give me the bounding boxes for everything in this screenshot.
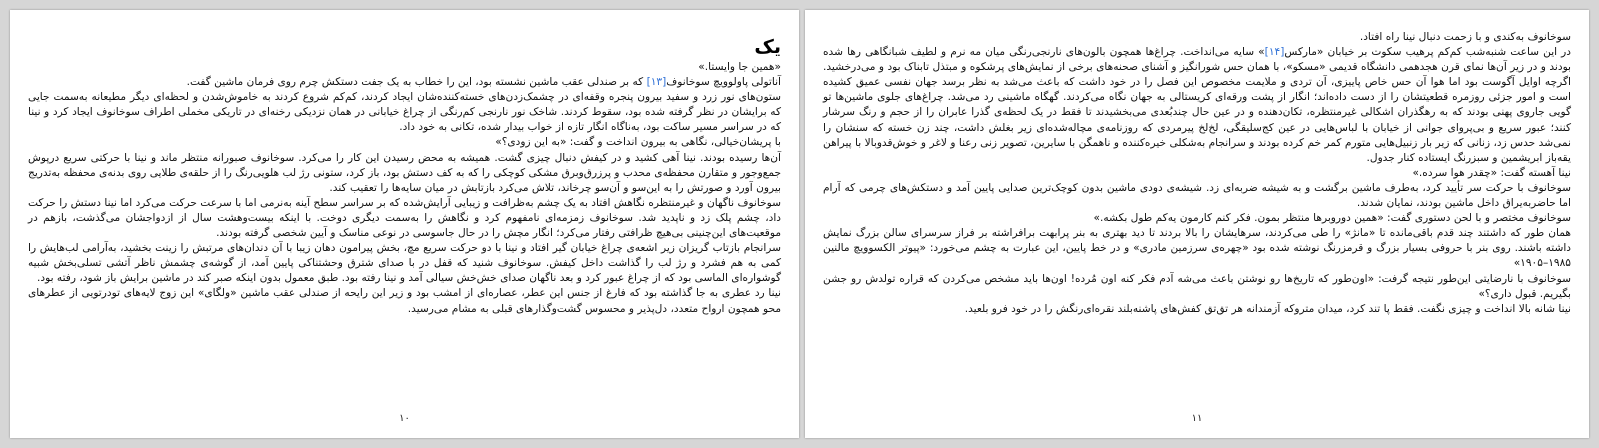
paragraph-text: «همین جا وایستا.» [698,61,781,73]
paragraph [823,272,1571,302]
left-page-body [28,60,781,317]
paragraph [28,241,781,286]
paragraph-text: در این ساعت شنبه‌شب کم‌کم پرهیب سکوت بر خیابان «مارکس [1284,46,1572,59]
paragraph-text: سرانجام بازتاب گریزان زیر اشعه‌ی چراغ خیابان گیر افتاد و نینا با دو حرکت سریع مچ، بخش پیرامون دهان زیبا با آن دندان‌های مرتبش را زینت بخشید، به‌آرامی لب‌هایش را کمی به هم فشرد و رژ لب را گذاشت داخل کیفش. سوخانوف شنید که قفل در با صدای شترق وحشتناکی پایین آمد، از گوشه‌ی چشمش ناظر آتشی تسلی‌بخش شبیه گوشواره‌ای الماسی بود که از چراغ عبور کرد و بعد ناگهان صدای خش‌خش سیالی آمد و نینا رفته بود. طبق معمول بدون اینکه صبر کند در ماشین برایش باز شود، رفته بود. [28,242,781,285]
chapter-title: یک [754,36,781,58]
paragraph-text: آن‌ها رسیده بودند. نینا آهی کشید و در کیفش دنبال چیزی گشت. همیشه به محض رسیدن این کار را می‌کرد. سوخانوف صبورانه منتظر ماند و نینا با حرکتی سریع درپوش جمع‌وجور و متقارن محفظه‌ی محدب و پرزرق‌وبرق مشکی کوچکی را که به کف دستش بود، باز کرد، ستونی رژ لب هلویی‌رنگ را از حلقه‌ی طلایی روی بدنه‌ی محفظه به‌تدریج بیرون آورد و صورتش را به این‌سو و آن‌سو چرخاند، تلاش می‌کرد بازتابش در میان سایه‌ها را تعقیب کند. [28,151,781,194]
page-number: ۱۰ [399,413,410,424]
paragraph [28,196,781,241]
paragraph [823,226,1571,271]
paragraph [28,151,781,196]
paragraph [823,30,1571,45]
right-page [805,10,1589,438]
paragraph [28,60,781,75]
paragraph [823,166,1571,181]
paragraph [823,45,1571,166]
paragraph-text: با پریشان‌خیالی، نگاهی به بیرون انداخت و گفت: «به این زودی؟» [495,136,781,149]
paragraph-text: سوخانوف مختصر و با لحن دستوری گفت: «همین دوروبرها منتظر بمون. فکر کنم کارمون یه‌کم طول بکشه.» [1093,212,1571,225]
paragraph [28,135,781,150]
paragraph-text: سوخانوف به‌کندی و با زحمت دنبال نینا راه افتاد. [1359,31,1571,43]
paragraph-text: همان طور که داشتند چند قدم باقی‌مانده تا «مانژ» را طی می‌کردند، سرهایشان را بالا بردند تا دید بهتری به بنر پرابهت برافراشته بر فراز سرسرای سالن بزرگ نمایش داشته باشند. روی بنر با حروفی بسیار بزرگ و قرمزرنگ نوشته شده بود «چهره‌ی سرزمین مادری» و در خط پایین، این عبارت به چشم می‌خورد: «پیوتر الکسوویچ مالنین ۱۹۸۵–۱۹۰۵» [823,227,1571,270]
paragraph-text: نینا آهسته گفت: «چقدر هوا سرده.» [1412,166,1571,179]
paragraph [823,302,1571,317]
paragraph [823,181,1571,211]
paragraph-text: آناتولی پاولوویچ سوخانوف [666,76,781,89]
paragraph-text: نینا شانه بالا انداخت و چیزی نگفت. فقط پا تند کرد، میدان متروکه آزمندانه هر تق‌تق کفش‌های پاشنه‌بلند نقره‌ای‌رنگش را در خود فرو بلعید. [964,302,1571,315]
paragraph-text: سوخانوف با نارضایتی این‌طور نتیجه گرفت: «اون‌طور که تاریخ‌ها رو نوشتن باعث می‌شه آدم فکر کنه اون مُرده! اون‌ها باید مشخص می‌کردن که قراره تولدش رو جشن بگیریم. قبول داری؟» [823,272,1571,300]
paragraph-text: که بر صندلی عقب ماشین نشسته بود، این را خطاب به یک جفت دستکش چرم روی فرمان ماشین گفت. [186,76,647,89]
page-number: ۱۱ [1191,413,1203,424]
left-page [10,10,799,438]
footnote-ref[interactable]: [۱۴] [1264,46,1285,59]
paragraph [28,286,781,316]
footnote-ref[interactable]: [۱۳] [646,76,667,89]
paragraph-text: سوخانوف با حرکت سر تأیید کرد، به‌طرف ماشین برگشت و به شیشه ضربه‌ای زد. شیشه‌ی دودی ماشین بدون کوچک‌ترین صدایی پایین آمد و دستکش‌های چرمی که آرام اما حاضربه‌یراق داخل ماشین بودند، نمایان شدند. [823,181,1571,210]
paragraph [28,90,781,135]
paragraph [823,211,1571,226]
paragraph-text: ستون‌های نور زرد و سفید بیرون پنجره وقفه‌ای در چشمک‌زدن‌های خسته‌کننده‌شان ایجاد کردند، کم‌کم شروع کردند به خاموش‌شدن و لحظه‌ای دیگر مطیعانه به‌سمت جایی که برایشان در نظر گرفته شده بود، سقوط کردند. شاخک نور نارنجی کم‌رنگی از چراغ خیابانی در همان نزدیکی رخنه‌ای در تاریکی مخملی اطراف سوخانوف ایجاد کرد و نینا که در سراسر مسیر ساکت بود، به‌ناگاه انگار تازه از خواب بیدار شده، تکانی به خود داد. [28,91,781,134]
right-page-body [823,30,1571,317]
paragraph [28,75,781,90]
paragraph-text: سوخانوف ناگهان و غیرمنتظره نگاهش افتاد به یک چشم به‌ظرافت و زیبایی آرایش‌شده که بر سراسر سطح آینه به‌نرمی اما با سرعت حرکت می‌کرد اما نینا دستش را حرکت داد، چشم پلک زد و ناپدید شد. سوخانوف زمزمه‌ای نامفهوم کرد و نگاهش را به‌سمت دیگری دوخت. با اینکه بیست‌وهشت سال از ازدواجشان می‌گذشت، بازهم در موقعیت‌های این‌چنینی بی‌هیچ ظرافتی رفتار می‌کرد؛ انگار مچش را در حال جاسوسی در نوعی مناسک و آیین شخصی گرفته بودند. [28,196,781,240]
paragraph-text: نینا رد عطری به جا گذاشته بود که فارغ از جنس این عطر، عصاره‌ای از امشب بود و زیر این رایحه از صندلی عقب ماشین «ولگای» این زوج لایه‌های تودرتویی از عطرهای محو همچون ارواح متعدد، دل‌پذیر و محسوس گشت‌وگذارهای قبلی به مشام می‌رسید. [28,287,781,315]
paragraph-text: » سایه می‌انداخت. چراغ‌ها همچون بالون‌های نارنجی‌رنگی میان مه نرم و لطیف شبانگاهی رها شده بودند و در زیر آن‌ها نمای قرن هجدهمی دانشگاه قدیمی «مسکو»، با همان حس شورانگیز و آشنای صحنه‌های برخی از نمایش‌های پرشکوه و مبتذل تابناک بود و می‌درخشید. اگرچه اوایل آگوست بود اما هوا آن حس خاص پاییزی، آن تردی و ملایمت مخصوص این فصل را در خود داشت که باعث می‌شد به نظر برسد جهان نفسی عمیق کشیده است و امور جزئی روزمره قطعیتشان را از دست داده‌اند؛ انگار از پشت ورقه‌ای کریستالی به جهان نگاه می‌کردند. گهگاه ماشینی رد می‌شد. چراغ‌های جلوی ماشین‌ها تو گویی جاروی پهنی بودند که به رهگذران اشکالی غیرمنتظره، تکان‌دهنده و در عین حال چندبُعدی می‌بخشیدند تا فقط در یک لحظه‌ی گذرا عابران را از حجم و رنگ سرشار کنند؛ عبور سریع و بی‌پروای جوانی از خیابان با لباس‌هایی در عین کج‌سلیقگی، لخ‌لخ پیرمردی که روزنامه‌ی مچاله‌شده‌ای زیر بغلش داشت، چند زن خسته که سنشان را نمی‌شد حدس زد، زنانی که زیر بار زنبیل‌هایی متورم کمر خم کرده بودند و سرانجام به‌شکلی خیره‌کننده و ناهمگن با سایرین، تصویر زنی رعنا و لاغر و خوش‌قدوبالا با پیراهن یقه‌باز ابریشمین و سبزرنگ ایستاده کنار جدول. [823,46,1571,164]
